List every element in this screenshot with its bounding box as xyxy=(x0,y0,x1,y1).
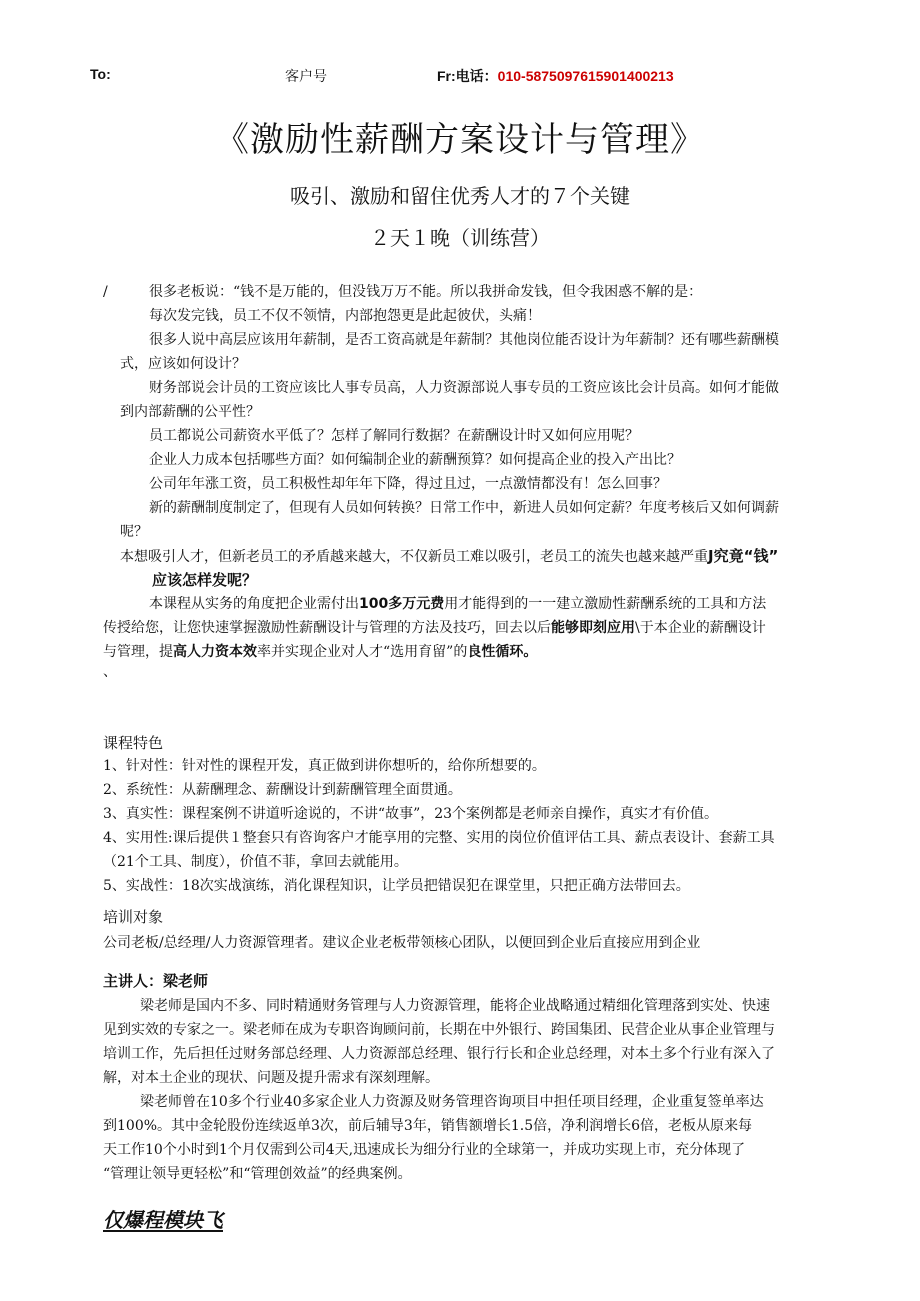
course-duration: ２天１晚（训练营） xyxy=(370,226,550,250)
lecturer-p1-line-3: 培训工作，先后担任过财务部总经理、人力资源部总经理、银行行长和企业总经理，对本土多个行业有深入了 xyxy=(103,1046,775,1062)
desc-emph-cycle: 良性循环。 xyxy=(467,644,538,660)
features-heading: 课程特色 xyxy=(103,734,164,752)
intro-line-5: 员工都说公司薪资水平低了？怎样了解同行数据？在薪酬设计时又如何应用呢？ xyxy=(149,428,639,444)
desc-line-1 xyxy=(149,592,766,616)
feature-item-5: 5、实战性：18次实战演练，消化课程知识，让学员把错误犯在课堂里，只把正确方法带回去。 xyxy=(103,878,690,894)
desc-text: 传授给您，让您快速掌握激励性薪酬设计与管理的方法及技巧，回去以后 xyxy=(103,620,551,636)
desc-emph-apply: 能够即刻应用 xyxy=(551,620,635,636)
desc-text: 率并实现企业对人才“选用育留”的 xyxy=(257,644,468,660)
course-title: 《激励性薪酬方案设计与管理》 xyxy=(215,120,705,160)
intro-line-1: 很多老板说：“钱不是万能的，但没钱万万不能。所以我拼命发钱，但令我困惑不解的是： xyxy=(149,284,703,300)
lecturer-p2-line-4: “管理让领导更轻松”和“管理创效益”的经典案例。 xyxy=(103,1166,412,1182)
intro-line-2: 每次发完钱，员工不仅不领情，内部抱怨更是此起彼伏，头痛！ xyxy=(149,308,541,324)
desc-emph-efficiency: 高人力资本效 xyxy=(173,644,257,660)
feature-item-4a: 4、实用性:课后提供１整套只有咨询客户才能享用的完整、实用的岗位价值评估工具、薪点表设计、套薪工具 xyxy=(103,830,775,846)
modules-heading: 仅爆程模块飞 xyxy=(103,1208,223,1232)
intro-line-4b: 到内部薪酬的公平性？ xyxy=(120,404,260,420)
desc-emph-cost: 100多万元费 xyxy=(359,596,445,612)
lecturer-heading: 主讲人：梁老师 xyxy=(103,972,209,990)
lecturer-p1-line-1: 梁老师是国内不多、同时精通财务管理与人力资源管理，能将企业战略通过精细化管理落到实处、快速 xyxy=(140,998,770,1014)
audience-heading: 培训对象 xyxy=(103,908,164,926)
intro-line-9-text: 本想吸引人才，但新老员工的矛盾越来越大，不仅新员工难以吸引，老员工的流失也越来越严重 xyxy=(120,549,708,565)
bullet-slash: / xyxy=(103,284,108,300)
feature-item-4b: （21个工具、制度），价值不菲，拿回去就能用。 xyxy=(103,854,408,870)
intro-line-8b: 呢？ xyxy=(120,524,148,540)
intro-line-9c: 应该怎样发呢？ xyxy=(152,571,258,589)
lecturer-p2-line-2: 到100%。其中金轮股份连续返单3次，前后辅导3年，销售额增长1.5倍，净利润增长6倍，老板从原来每 xyxy=(103,1118,753,1134)
desc-line-3 xyxy=(103,640,537,664)
lecturer-p2-line-3: 天工作10个小时到1个月仅需到公司4天,迅速成长为细分行业的全球第一，并成功实现上市，充分体现了 xyxy=(103,1142,746,1158)
customer-number-label: 客户号 xyxy=(285,68,327,84)
desc-line-2 xyxy=(103,616,766,640)
intro-line-4a: 财务部说会计员的工资应该比人事专员高，人力资源部说人事专员的工资应该比会计员高。如何才能做 xyxy=(149,380,779,396)
intro-line-6: 企业人力成本包括哪些方面？如何编制企业的薪酬预算？如何提高企业的投入产出比？ xyxy=(149,452,681,468)
intro-line-8a: 新的薪酬制度制定了，但现有人员如何转换？日常工作中，新进人员如何定薪？年度考核后又如何调薪 xyxy=(149,500,779,516)
desc-text: 本课程从实务的角度把企业需付出 xyxy=(149,596,359,612)
desc-text: 用才能得到的一一建立激励性薪酬系统的工具和方法 xyxy=(444,596,767,612)
audience-text: 公司老板/总经理/人力资源管理者。建议企业老板带领核心团队，以便回到企业后直接应用到企业 xyxy=(103,935,701,951)
intro-line-9a xyxy=(120,544,778,569)
phone-number: 010-5875097615901400213 xyxy=(497,68,674,84)
intro-line-7: 公司年年涨工资，员工积极性却年年下降，得过且过，一点激情都没有！怎么回事？ xyxy=(149,476,667,492)
feature-item-1: 1、针对性：针对性的课程开发，真正做到讲你想听的，给你所想要的。 xyxy=(103,758,546,774)
feature-item-2: 2、系统性：从薪酬理念、薪酬设计到薪酬管理全面贯通。 xyxy=(103,782,462,798)
to-label: To: xyxy=(90,66,111,82)
feature-item-3: 3、真实性：课程案例不讲道听途说的，不讲“故事”，23个案例都是老师亲自操作，真实才有价值。 xyxy=(103,806,719,822)
desc-text: \于本企业的薪酬设计 xyxy=(635,620,766,636)
lecturer-p1-line-4: 解，对本土企业的现状、问题及提升需求有深刻理解。 xyxy=(103,1070,439,1086)
intro-line-3a: 很多人说中高层应该用年薪制，是否工资高就是年薪制？其他岗位能否设计为年薪制？还有哪些薪酬模 xyxy=(149,332,779,348)
contact-phone xyxy=(437,66,674,86)
course-subtitle: 吸引、激励和留住优秀人才的７个关键 xyxy=(290,184,630,208)
intro-line-9-emph: J究竟“钱” xyxy=(708,547,779,565)
lecturer-p1-line-2: 见到实效的专家之一。梁老师在成为专职咨询顾问前，长期在中外银行、跨国集团、民营企业从事企业管理与 xyxy=(103,1022,775,1038)
from-phone-label: Fr:电话： xyxy=(437,68,498,84)
desc-tick-mark: 、 xyxy=(103,664,117,680)
intro-line-3b: 式，应该如何设计？ xyxy=(120,356,246,372)
desc-text: 与管理，提 xyxy=(103,644,173,660)
lecturer-p2-line-1: 梁老师曾在10多个行业40多家企业人力资源及财务管理咨询项目中担任项目经理，企业重复签单率达 xyxy=(140,1094,764,1110)
